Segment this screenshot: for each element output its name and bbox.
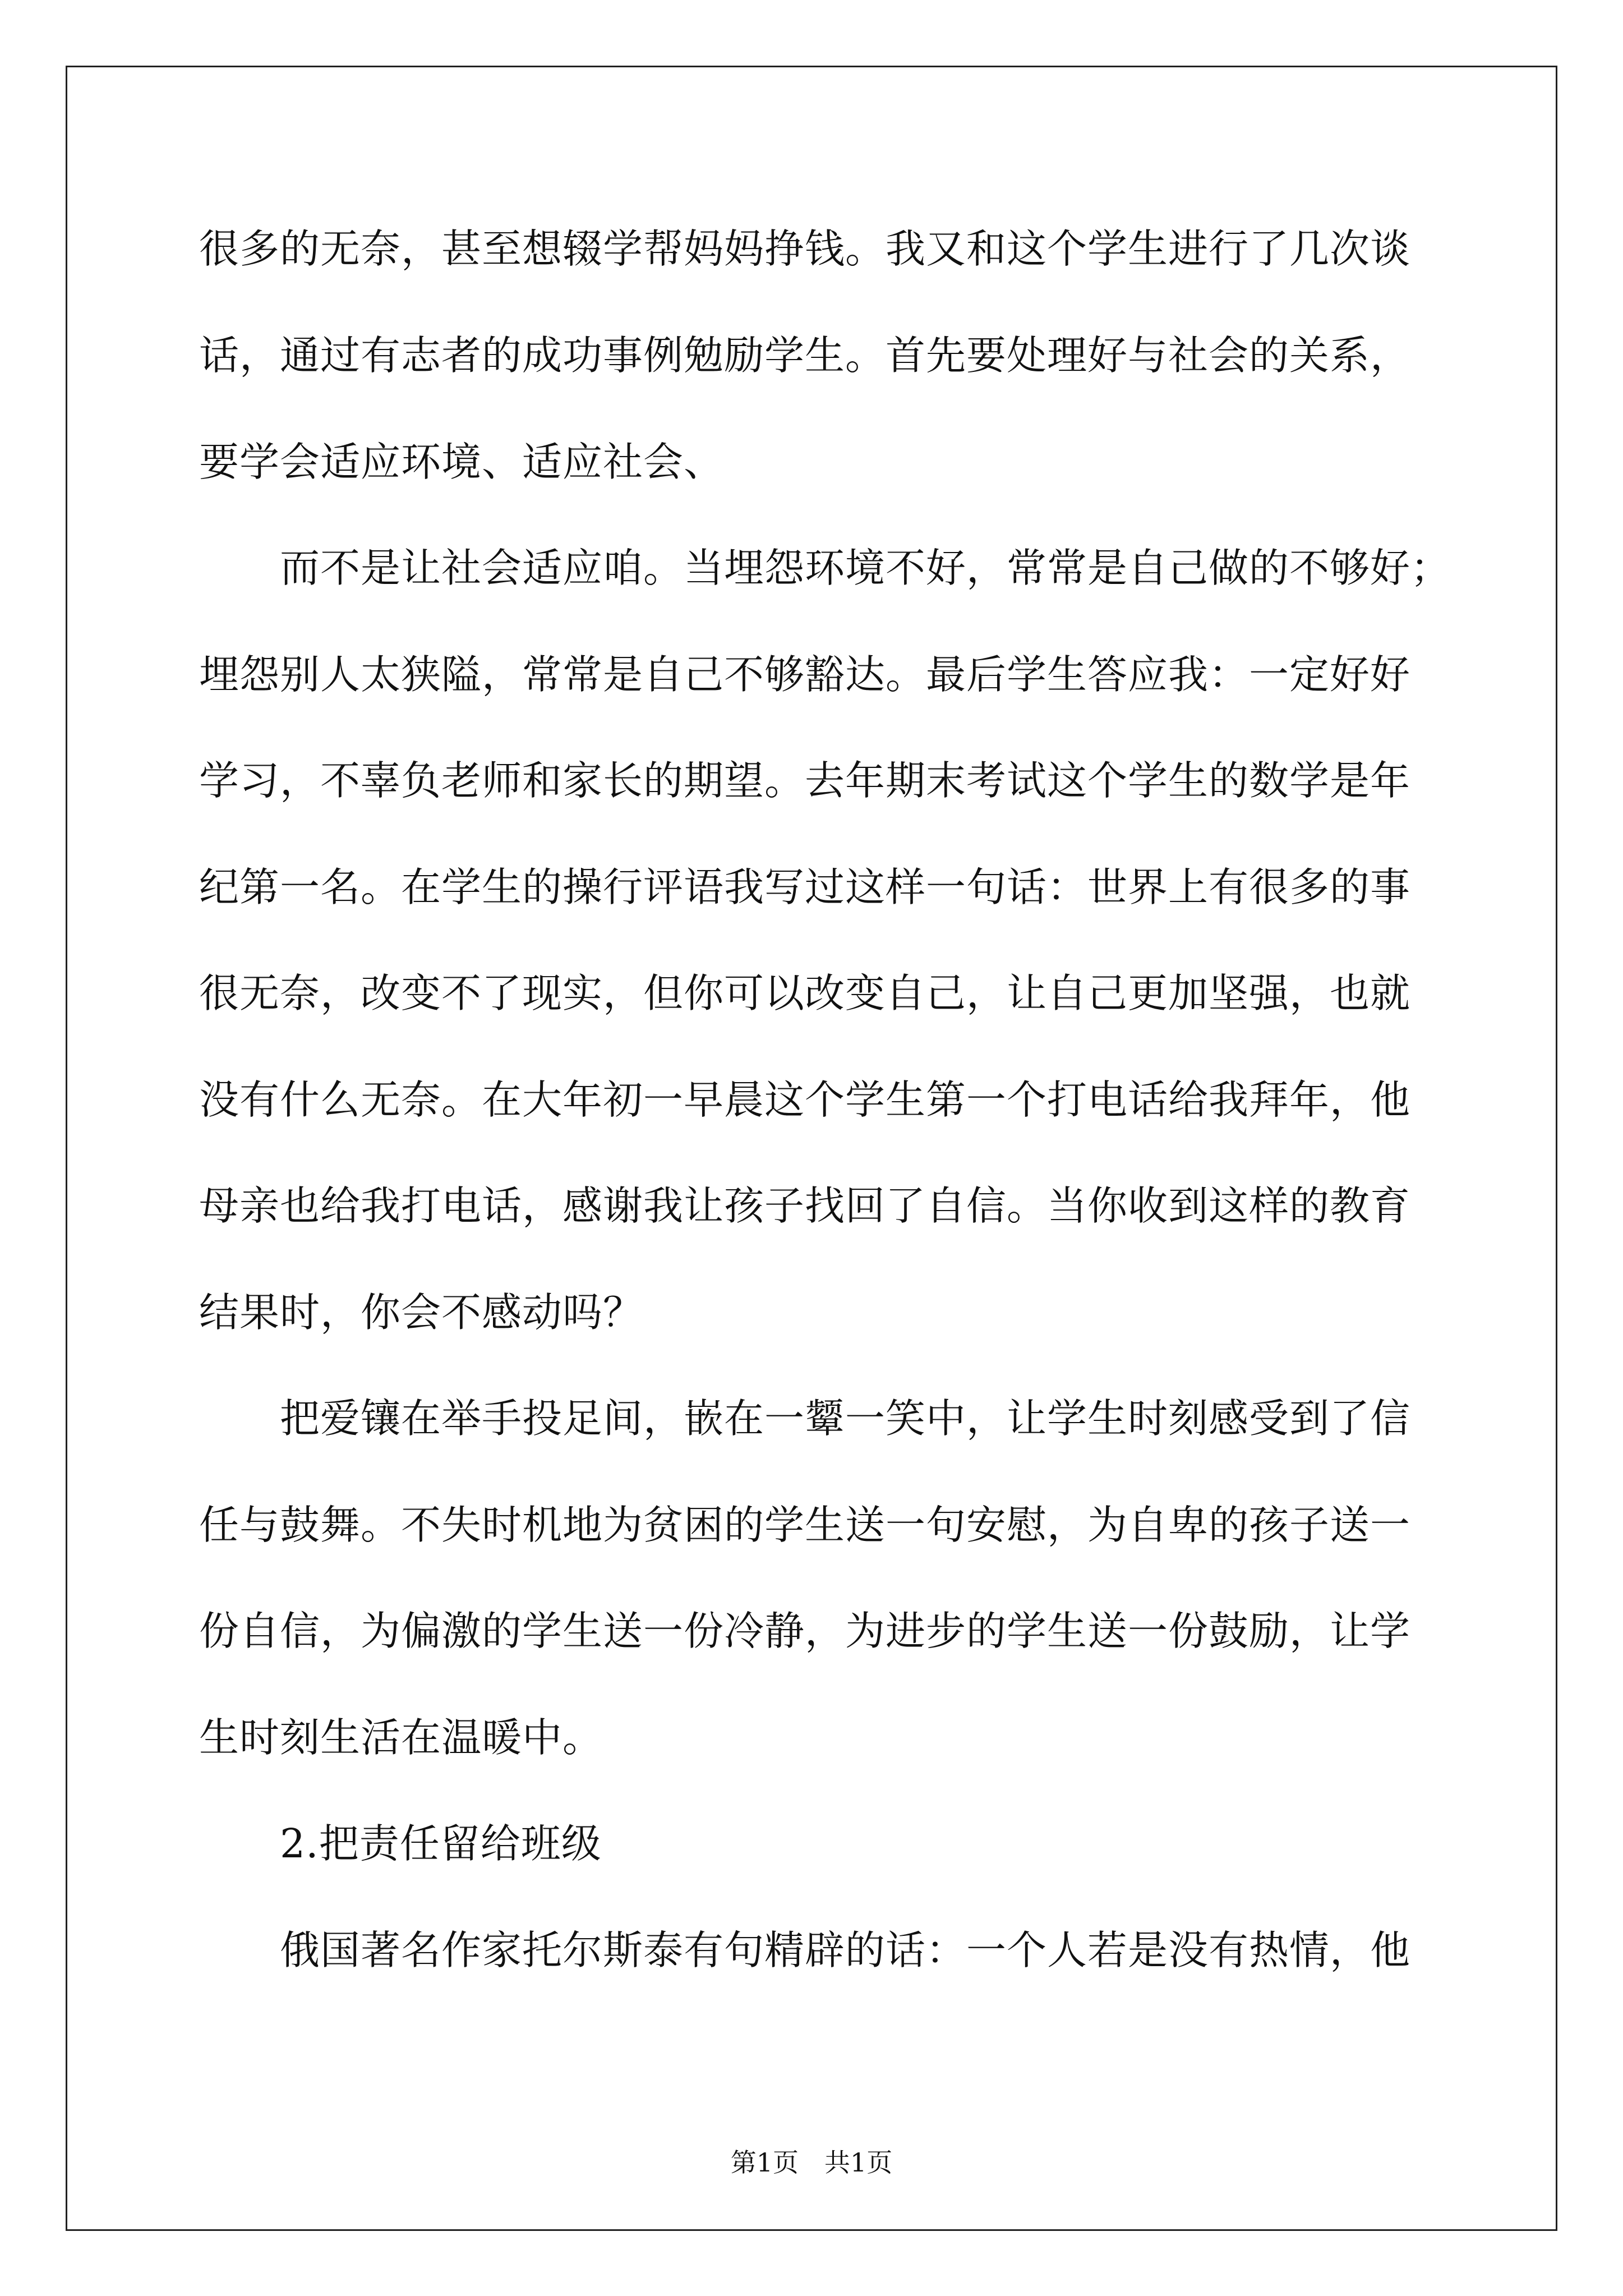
body-line-10: 母亲也给我打电话，感谢我让孩子找回了自信。当你收到这样的教育 [199,1182,1411,1229]
page-number-current: 第1页 [730,2147,799,2178]
body-line-1: 很多的无奈，甚至想辍学帮妈妈挣钱。我又和这个学生进行了几次谈 [199,226,1411,272]
body-line-17: 俄国著名作家托尔斯泰有句精辟的话：一个人若是没有热情，他 [199,1927,1411,1973]
body-line-5: 埋怨别人太狭隘，常常是自己不够豁达。最后学生答应我：一定好好 [199,651,1411,698]
body-line-7: 纪第一名。在学生的操行评语我写过这样一句话：世界上有很多的事 [199,864,1411,910]
body-line-9: 没有什么无奈。在大年初一早晨这个学生第一个打电话给我拜年，他 [199,1076,1411,1123]
body-line-4: 而不是让社会适应咱。当埋怨环境不好，常常是自己做的不够好； [199,545,1451,591]
page-footer [0,2148,1623,2177]
body-line-8: 很无奈，改变不了现实，但你可以改变自己，让自己更加坚强，也就 [199,970,1411,1016]
body-line-15: 生时刻生活在温暖中。 [199,1714,603,1761]
body-line-12: 把爱镶在举手投足间，嵌在一颦一笑中，让学生时刻感受到了信 [199,1395,1411,1442]
body-line-6: 学习，不辜负老师和家长的期望。去年期末考试这个学生的数学是年 [199,757,1411,804]
body-line-11: 结果时，你会不感动吗？ [199,1289,644,1336]
body-line-13: 任与鼓舞。不失时机地为贫困的学生送一句安慰，为自卑的孩子送一 [199,1502,1411,1548]
body-line-3: 要学会适应环境、适应社会、 [199,439,725,485]
section-heading: 2.把责任留给班级 [199,1820,602,1867]
page-border [66,66,1557,2231]
body-line-14: 份自信，为偏激的学生送一份冷静，为进步的学生送一份鼓励，让学 [199,1608,1411,1654]
page-number-total: 共1页 [824,2147,893,2178]
body-line-2: 话，通过有志者的成功事例勉励学生。首先要处理好与社会的关系， [199,332,1411,379]
